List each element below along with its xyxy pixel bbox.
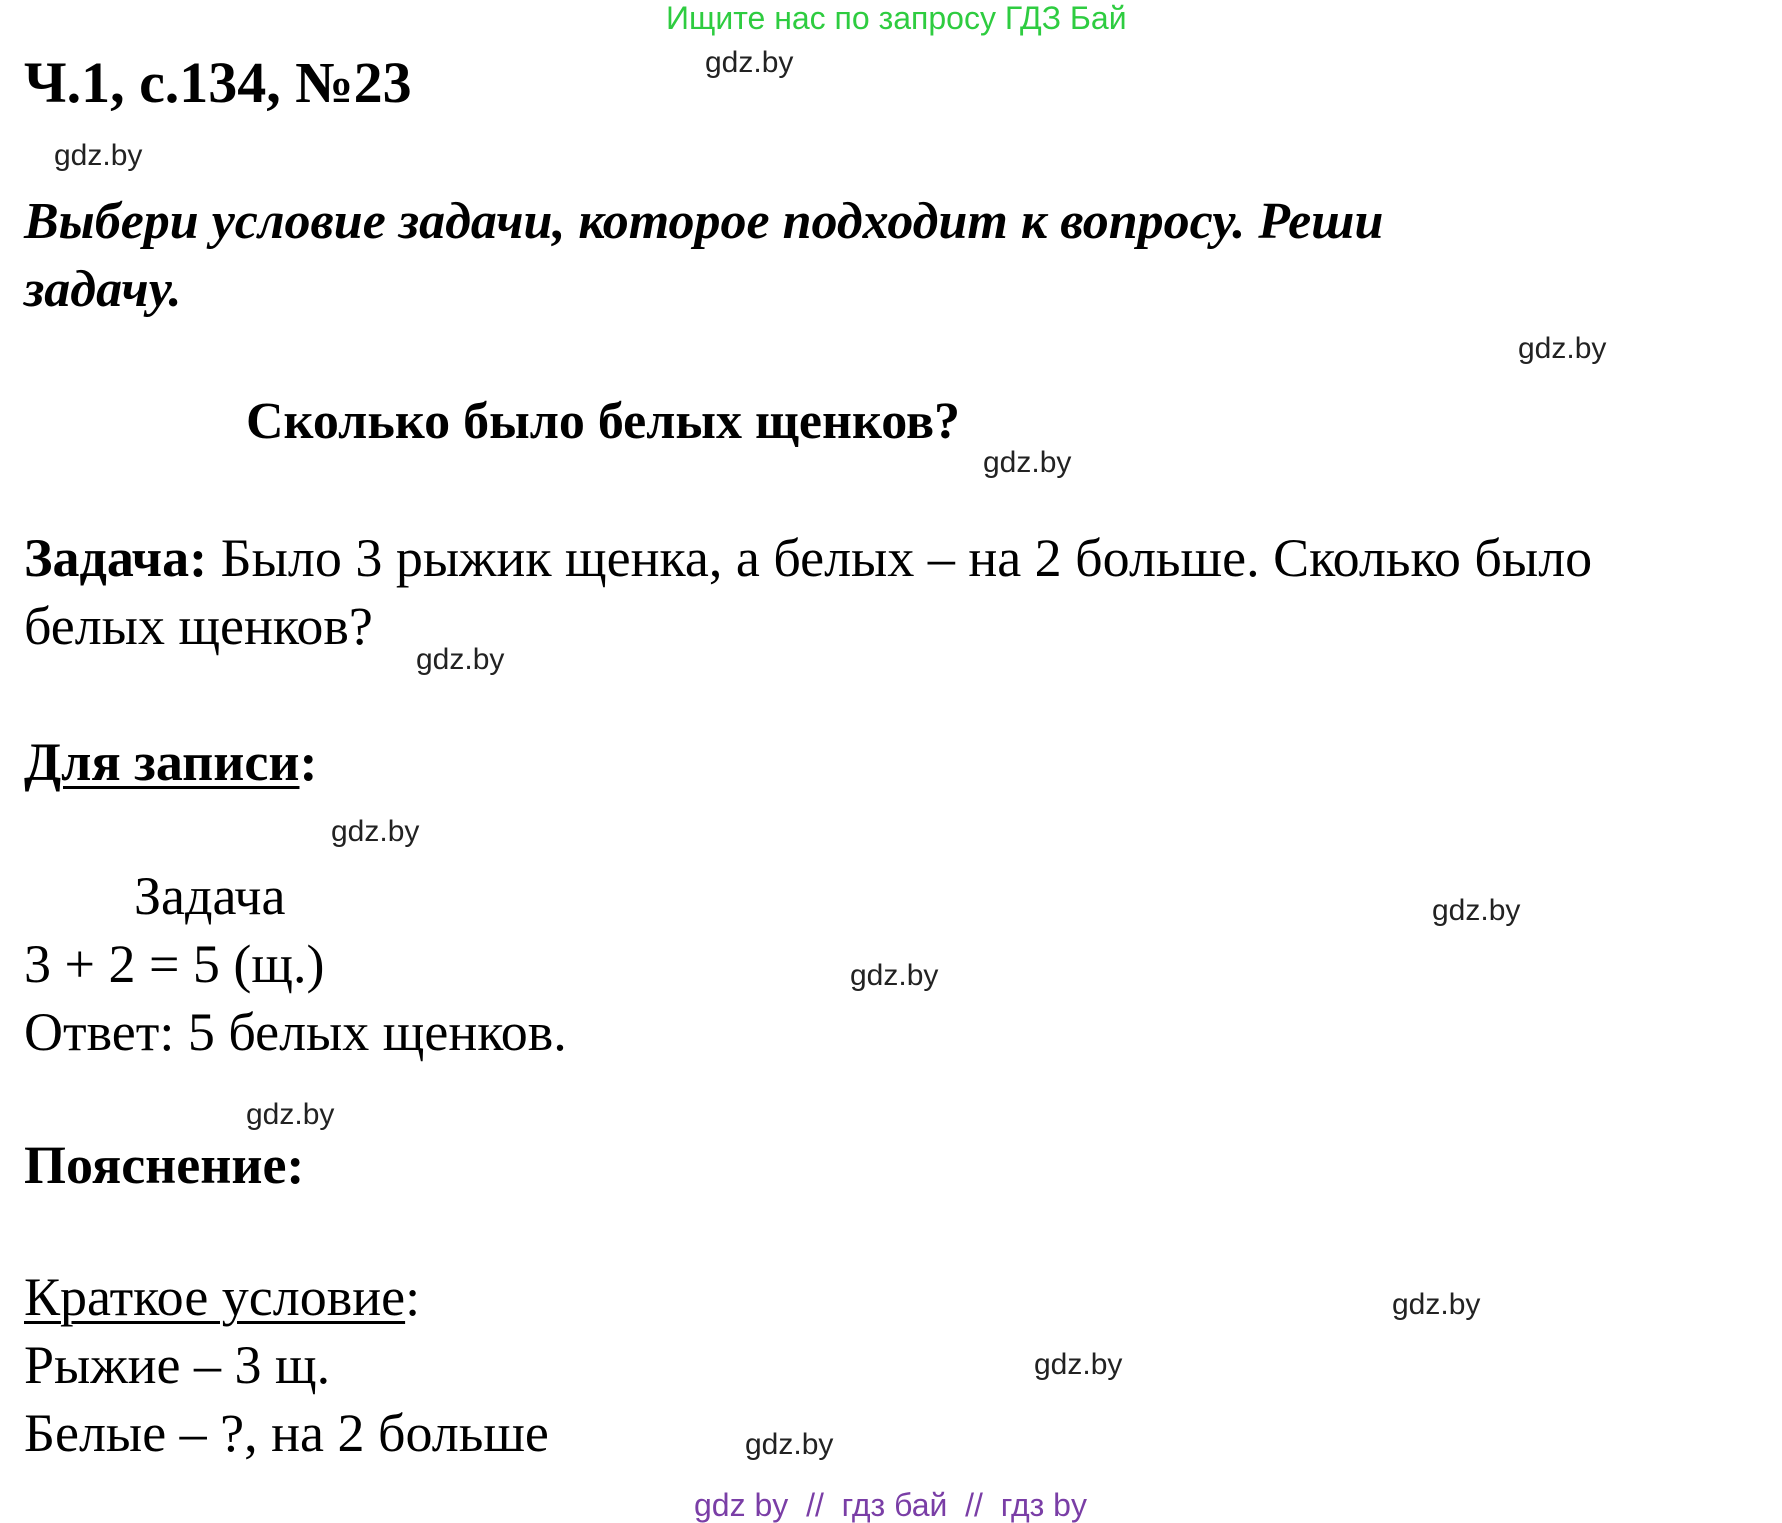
task-instruction-line1: Выбери условие задачи, которое подходит к вопросу. Реши: [24, 193, 1384, 250]
top-banner[interactable]: Ищите нас по запросу ГДЗ Бай: [666, 0, 1127, 36]
watermark: gdz.by: [1432, 894, 1521, 927]
solution-answer: Ответ: 5 белых щенков.: [24, 1002, 567, 1062]
short-condition-colon: :: [405, 1267, 421, 1327]
footer-links[interactable]: gdz by // гдз бай // гдз by: [694, 1487, 1087, 1523]
solution-equation: 3 + 2 = 5 (щ.): [24, 934, 325, 994]
watermark: gdz.by: [54, 139, 143, 172]
watermark: gdz.by: [850, 959, 939, 992]
watermark: gdz.by: [745, 1428, 834, 1461]
short-condition-text: Краткое условие: [24, 1267, 406, 1327]
watermark: gdz.by: [246, 1098, 335, 1131]
task-instruction-line2: задачу.: [24, 261, 182, 318]
watermark: gdz.by: [1392, 1288, 1481, 1321]
watermark: gdz.by: [705, 46, 794, 79]
solution-subheading: Задача: [134, 866, 286, 926]
watermark: gdz.by: [416, 643, 505, 676]
record-heading-text: Для записи: [24, 732, 300, 792]
problem-text-line2: белых щенков?: [24, 596, 373, 656]
problem-label: Задача:: [24, 528, 208, 588]
explanation-heading: Пояснение:: [24, 1135, 305, 1195]
condition-line-red: Рыжие – 3 щ.: [24, 1335, 331, 1395]
question-heading: Сколько было белых щенков?: [246, 393, 961, 450]
watermark: gdz.by: [331, 815, 420, 848]
watermark: gdz.by: [1034, 1348, 1123, 1381]
problem-line1: [24, 528, 1593, 588]
watermark: gdz.by: [983, 446, 1072, 479]
short-condition-heading: [24, 1267, 421, 1327]
record-heading: [24, 732, 318, 792]
page-title: Ч.1, с.134, №23: [24, 50, 412, 115]
problem-text-line1: Было 3 рыжик щенка, а белых – на 2 больше. Сколько было: [220, 528, 1593, 588]
condition-line-white: Белые – ?, на 2 больше: [24, 1403, 549, 1463]
watermark: gdz.by: [1518, 332, 1607, 365]
record-heading-colon: :: [299, 732, 318, 792]
